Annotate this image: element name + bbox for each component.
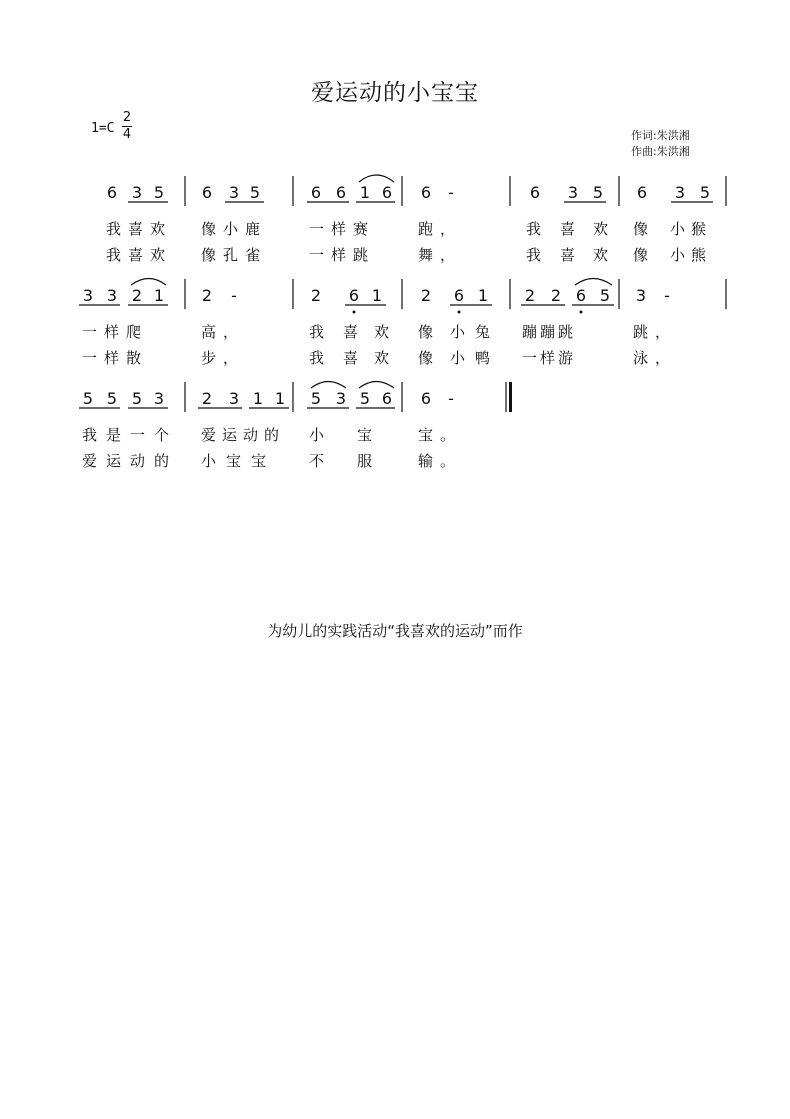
note-low: 6 xyxy=(348,286,360,305)
note: 6 xyxy=(529,183,541,202)
lyric: 我是一个 xyxy=(82,426,179,444)
note: 2 xyxy=(131,286,143,305)
lyric: 我喜欢 xyxy=(106,246,173,264)
lyric: 跑， xyxy=(418,220,463,238)
note: 6 xyxy=(420,389,432,408)
note: 3 xyxy=(106,286,118,305)
note: 2 xyxy=(420,286,432,305)
note: 1 xyxy=(153,286,165,305)
note: 6 xyxy=(335,183,347,202)
note: 6 xyxy=(381,183,393,202)
lyric: 蹦蹦跳 xyxy=(522,323,577,341)
lyric: 一样散 xyxy=(82,349,149,367)
lyric: 小兔 xyxy=(450,323,501,341)
note: 3 xyxy=(335,389,347,408)
lyric: 输。 xyxy=(418,452,463,470)
note: 2 xyxy=(550,286,562,305)
lyric: 泳， xyxy=(633,349,678,367)
lyric: 像 xyxy=(418,323,441,341)
note: 3 xyxy=(635,286,647,305)
footer-note: 为幼儿的实践活动“我喜欢的运动”而作 xyxy=(267,622,523,640)
lyric: 小宝宝 xyxy=(201,452,277,470)
lyric: 像小鹿 xyxy=(201,220,268,238)
note: 5 xyxy=(249,183,261,202)
octave-dot xyxy=(458,311,461,314)
note: 6 xyxy=(420,183,432,202)
note-dash: - xyxy=(448,183,454,202)
note: 5 xyxy=(599,286,611,305)
time-signature-top: 2 xyxy=(122,110,132,125)
lyric: 一样赛 xyxy=(309,220,376,238)
lyric: 一样游 xyxy=(522,349,577,367)
note: 6 xyxy=(636,183,648,202)
slur xyxy=(131,279,166,286)
final-bar-thick xyxy=(509,382,512,412)
composer: 作曲:朱洪湘 xyxy=(631,145,690,158)
lyric: 喜欢 xyxy=(343,349,406,367)
note: 2 xyxy=(310,286,322,305)
note: 5 xyxy=(359,389,371,408)
lyric: 步， xyxy=(201,349,246,367)
note: 3 xyxy=(82,286,94,305)
key-signature: 1=C xyxy=(91,121,115,136)
lyric: 我喜欢 xyxy=(106,220,173,238)
octave-dot xyxy=(353,311,356,314)
lyric: 喜欢 xyxy=(343,323,406,341)
note: 1 xyxy=(359,183,371,202)
note: 5 xyxy=(82,389,94,408)
note: 2 xyxy=(201,389,213,408)
lyric: 像 xyxy=(418,349,441,367)
lyric: 一样爬 xyxy=(82,323,149,341)
slur xyxy=(311,382,346,389)
lyric: 小鸭 xyxy=(450,349,501,367)
lyric: 我 xyxy=(526,220,549,238)
lyric: 跳， xyxy=(633,323,678,341)
note: 5 xyxy=(106,389,118,408)
lyric: 像 xyxy=(633,220,656,238)
lyricist: 作词:朱洪湘 xyxy=(631,129,690,142)
octave-dot xyxy=(580,311,583,314)
lyric: 爱运动的 xyxy=(201,426,286,444)
note: 1 xyxy=(274,389,286,408)
note: 2 xyxy=(524,286,536,305)
note: 6 xyxy=(381,389,393,408)
note: 3 xyxy=(674,183,686,202)
lyric: 小猴 xyxy=(670,220,713,238)
song-title: 爱运动的小宝宝 xyxy=(311,80,479,106)
note: 6 xyxy=(310,183,322,202)
note: 5 xyxy=(153,183,165,202)
lyric: 像孔雀 xyxy=(201,246,268,264)
lyric: 小熊 xyxy=(670,246,713,264)
note: 6 xyxy=(106,183,118,202)
lyric: 我 xyxy=(309,323,332,341)
lyric: 宝 xyxy=(357,426,380,444)
note: 3 xyxy=(228,183,240,202)
lyric: 舞， xyxy=(418,246,463,264)
lyric: 不 xyxy=(309,452,332,470)
slur xyxy=(575,279,612,286)
note: 3 xyxy=(153,389,165,408)
note-low: 6 xyxy=(453,286,465,305)
lyric: 一样跳 xyxy=(309,246,376,264)
time-signature-bottom: 4 xyxy=(122,127,132,142)
note-dash: - xyxy=(448,389,454,408)
note: 6 xyxy=(575,286,587,305)
note: 1 xyxy=(371,286,383,305)
lyric: 小 xyxy=(309,426,332,444)
lyric: 我 xyxy=(309,349,332,367)
note: 6 xyxy=(201,183,213,202)
lyric: 爱运动的 xyxy=(82,452,179,470)
lyric: 喜欢 xyxy=(560,220,627,238)
lyric: 像 xyxy=(633,246,656,264)
lyric: 我 xyxy=(526,246,549,264)
slur xyxy=(359,175,394,182)
note: 3 xyxy=(567,183,579,202)
note: 2 xyxy=(201,286,213,305)
note: 3 xyxy=(131,183,143,202)
note-dash: - xyxy=(231,286,237,305)
note: 5 xyxy=(699,183,711,202)
note: 1 xyxy=(252,389,264,408)
note: 5 xyxy=(131,389,143,408)
note: 5 xyxy=(592,183,604,202)
lyric: 宝。 xyxy=(418,426,463,444)
lyric: 服 xyxy=(357,452,380,470)
note-dash: - xyxy=(664,286,670,305)
slur xyxy=(359,382,394,389)
note: 1 xyxy=(477,286,489,305)
lyric: 高， xyxy=(201,323,246,341)
note: 3 xyxy=(228,389,240,408)
note: 5 xyxy=(310,389,322,408)
lyric: 喜欢 xyxy=(560,246,627,264)
